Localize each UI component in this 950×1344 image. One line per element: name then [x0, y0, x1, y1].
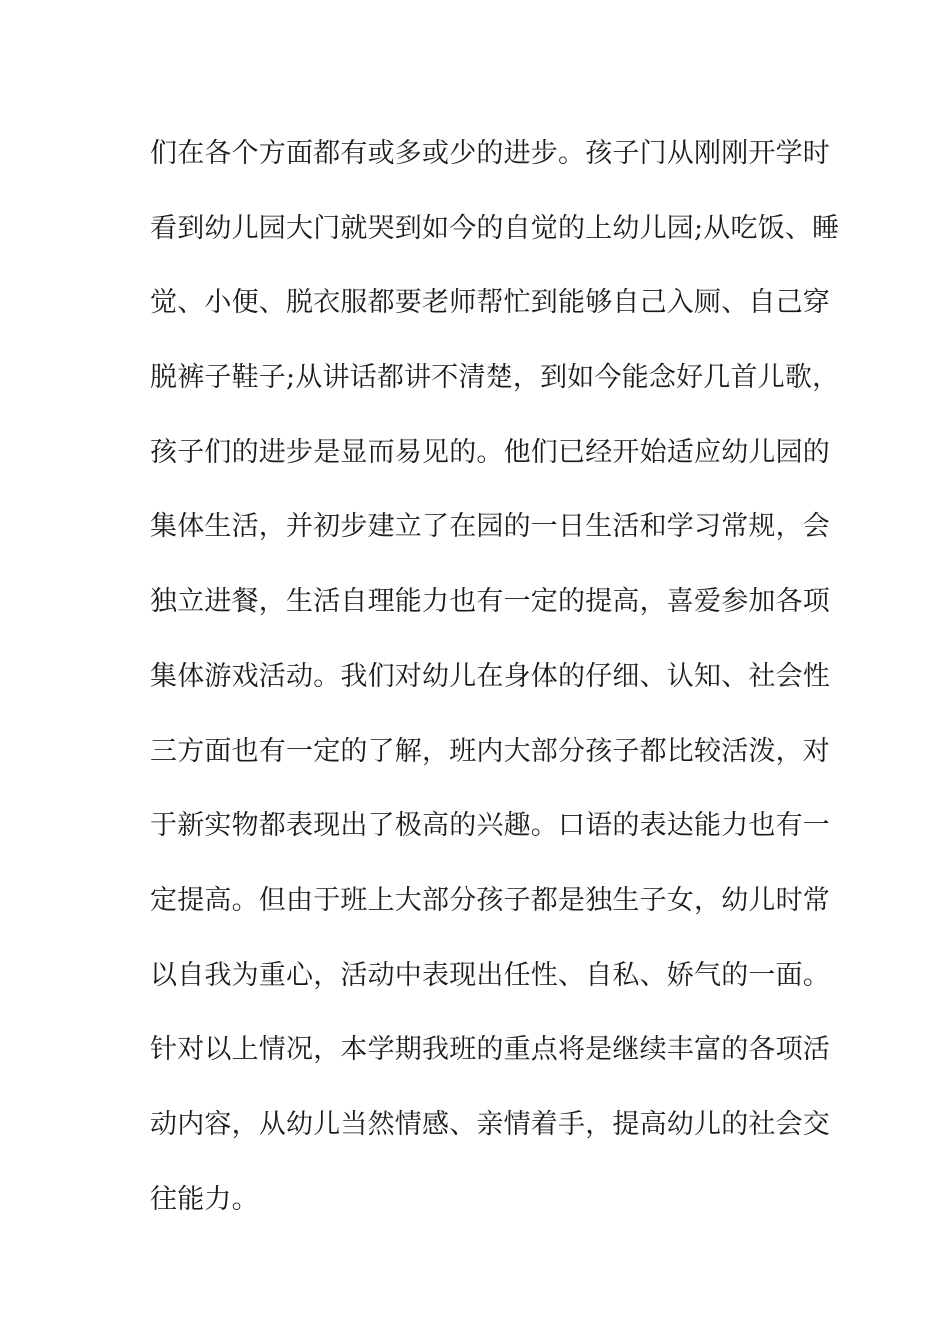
paragraph-line-15: 往能力。 [150, 1183, 259, 1215]
body-paragraph [150, 127, 840, 1247]
paragraph-line-9: 三方面也有一定的了解，班内大部分孩子都比较活泼，对 [150, 735, 830, 767]
paragraph-line-14: 动内容，从幼儿当然情感、亲情着手，提高幼儿的社会交 [150, 1108, 830, 1140]
paragraph-line-11: 定提高。但由于班上大部分孩子都是独生子女，幼儿时常 [150, 884, 830, 916]
paragraph-line-3: 觉、小便、脱衣服都要老师帮忙到能够自己入厕、自己穿 [150, 287, 830, 319]
paragraph-line-13: 针对以上情况，本学期我班的重点将是继续丰富的各项活 [150, 1034, 830, 1066]
paragraph-line-12: 以自我为重心，活动中表现出任性、自私、娇气的一面。 [150, 959, 830, 991]
paragraph-line-5: 孩子们的进步是显而易见的。他们已经开始适应幼儿园的 [150, 436, 830, 468]
paragraph-line-8: 集体游戏活动。我们对幼儿在身体的仔细、认知、社会性 [150, 660, 830, 692]
paragraph-line-1: 们在各个方面都有或多或少的进步。孩子门从刚刚开学时 [150, 138, 830, 169]
paragraph-line-4: 脱裤子鞋子;从讲话都讲不清楚，到如今能念好几首儿歌， [150, 362, 840, 394]
paragraph-line-6: 集体生活，并初步建立了在园的一日生活和学习常规，会 [150, 511, 830, 543]
paragraph-line-2: 看到幼儿园大门就哭到如今的自觉的上幼儿园;从吃饭、睡 [150, 212, 840, 244]
paragraph-line-10: 于新实物都表现出了极高的兴趣。口语的表达能力也有一 [150, 810, 830, 842]
paragraph-line-7: 独立进餐，生活自理能力也有一定的提高，喜爱参加各项 [150, 586, 830, 618]
